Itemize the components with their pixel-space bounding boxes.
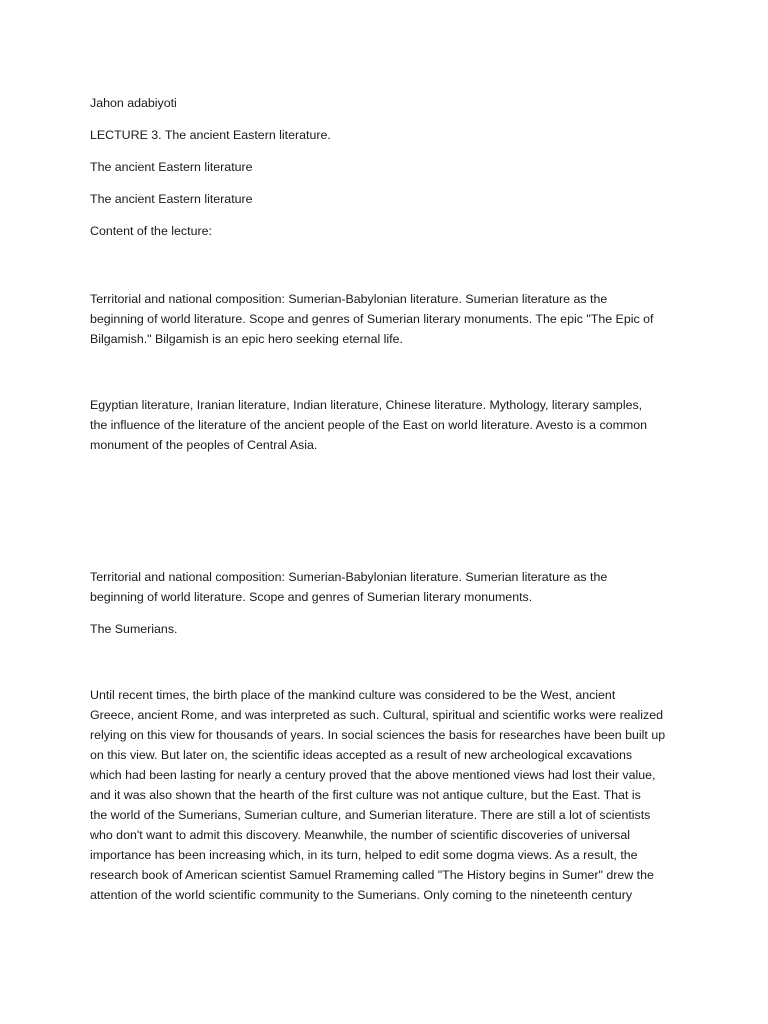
- lecture-content-label: Content of the lecture:: [90, 224, 212, 238]
- paragraph-line: Territorial and national composition: Sumerian-Babylonian literature. Sumerian literature as the: [90, 292, 608, 306]
- paragraph-1: [90, 289, 653, 349]
- paragraph-line: on this view. But later on, the scientific ideas accepted as a result of new archeological excavations: [90, 748, 633, 762]
- course-title: Jahon adabiyoti: [90, 96, 177, 110]
- paragraph-line: Egyptian literature, Iranian literature, Indian literature, Chinese literature. Mythology, literary samples,: [90, 398, 643, 412]
- paragraph-4: [90, 685, 665, 905]
- paragraph-line: Until recent times, the birth place of the mankind culture was considered to be the West, ancient: [90, 688, 616, 702]
- paragraph-line: attention of the world scientific community to the Sumerians. Only coming to the nineteenth century: [90, 888, 633, 902]
- subtitle-1: The ancient Eastern literature: [90, 160, 253, 174]
- section-title: The Sumerians.: [90, 622, 178, 636]
- paragraph-line: the influence of the literature of the ancient people of the East on world literature. Avesto is a common: [90, 418, 647, 432]
- paragraph-line: beginning of world literature. Scope and genres of Sumerian literary monuments.: [90, 590, 533, 604]
- paragraph-3: [90, 567, 607, 607]
- paragraph-line: relying on this view for thousands of years. In social sciences the basis for researches have been built up: [90, 728, 666, 742]
- paragraph-line: beginning of world literature. Scope and genres of Sumerian literary monuments. The epic "The Epic of: [90, 312, 654, 326]
- lecture-title: LECTURE 3. The ancient Eastern literature.: [90, 128, 331, 142]
- paragraph-line: and it was also shown that the hearth of the first culture was not antique culture, but the East. That is: [90, 788, 641, 802]
- paragraph-line: Greece, ancient Rome, and was interpreted as such. Cultural, spiritual and scientific works were realized: [90, 708, 663, 722]
- paragraph-2: [90, 395, 647, 455]
- paragraph-line: Bilgamish." Bilgamish is an epic hero seeking eternal life.: [90, 332, 403, 346]
- subtitle-2: The ancient Eastern literature: [90, 192, 253, 206]
- paragraph-line: importance has been increasing which, in its turn, helped to edit some dogma views. As a result, the: [90, 848, 638, 862]
- paragraph-line: the world of the Sumerians, Sumerian culture, and Sumerian literature. There are still a lot of scientists: [90, 808, 651, 822]
- paragraph-line: monument of the peoples of Central Asia.: [90, 438, 318, 452]
- paragraph-line: who don't want to admit this discovery. Meanwhile, the number of scientific discoveries of universal: [90, 828, 631, 842]
- paragraph-line: which had been lasting for nearly a century proved that the above mentioned views had lost their value,: [90, 768, 656, 782]
- paragraph-line: research book of American scientist Samuel Rrameming called "The History begins in Sumer" drew the: [90, 868, 654, 882]
- paragraph-line: Territorial and national composition: Sumerian-Babylonian literature. Sumerian literature as the: [90, 570, 608, 584]
